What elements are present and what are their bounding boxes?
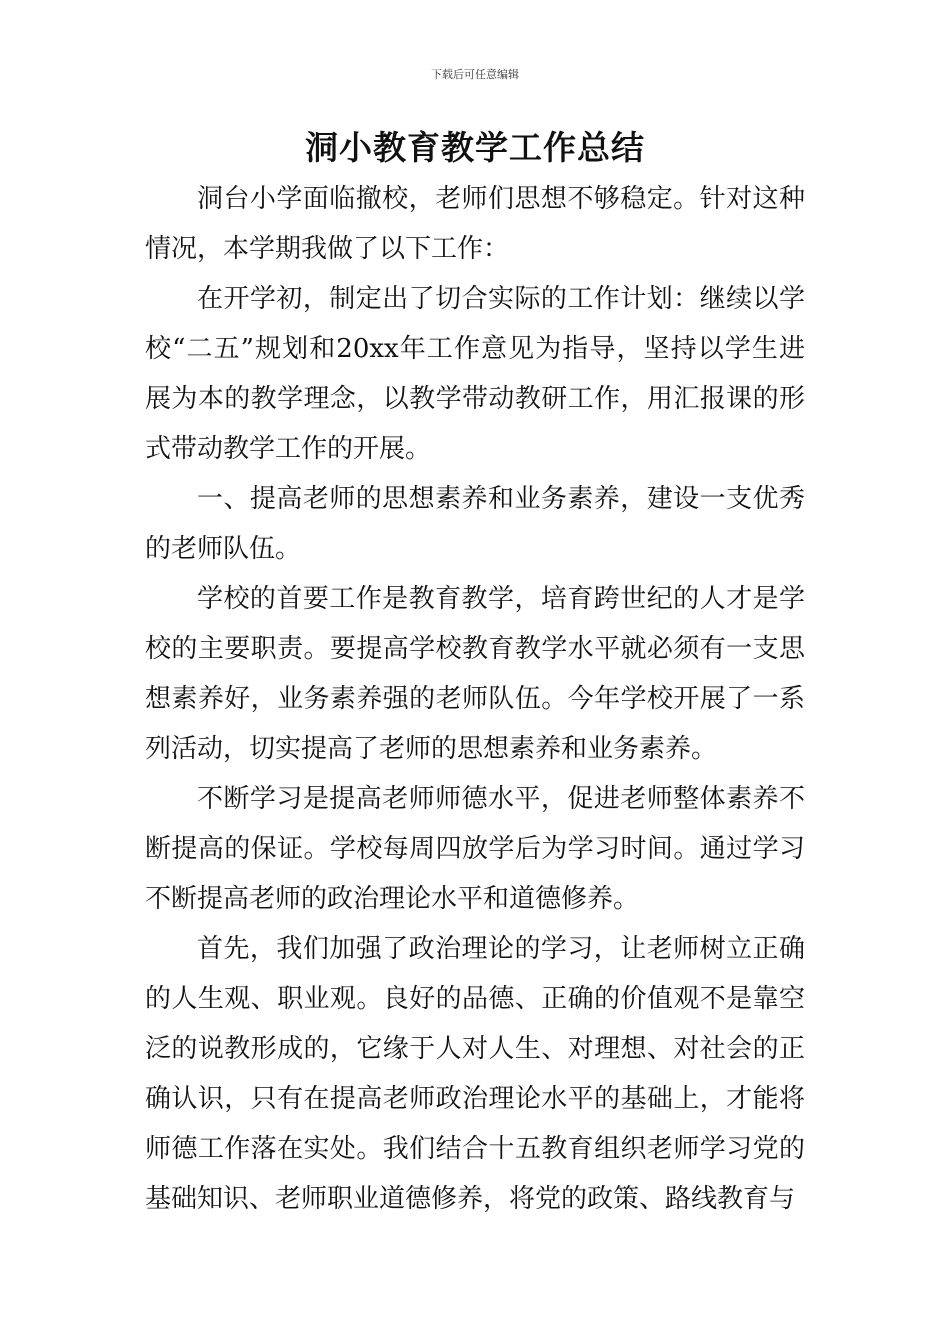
paragraph: 一、提高老师的思想素养和业务素养，建设一支优秀的老师队伍。	[145, 484, 805, 564]
paragraph: 学校的首要工作是教育教学，培育跨世纪的人才是学校的主要职责。要提高学校教育教学水平就必须有一支思想素养好，业务素养强的老师队伍。今年学校开展了一系列活动，切实提高了老师的思想素养和业务素养。	[145, 584, 805, 764]
paragraph: 首先，我们加强了政治理论的学习，让老师树立正确的人生观、职业观。良好的品德、正确的价值观不是靠空泛的说教形成的，它缘于人对人生、对理想、对社会的正确认识，只有在提高老师政治理论水平的基础上，才能将师德工作落在实处。我们结合十五教育组织老师学习党的基础知识、老师职业道德修养，将党的政策、路线教育与	[145, 934, 805, 1214]
paragraph: 在开学初，制定出了切合实际的工作计划：继续以学校“二五”规划和20xx年工作意见为指导，坚持以学生进展为本的教学理念，以教学带动教研工作，用汇报课的形式带动教学工作的开展。	[145, 284, 805, 464]
header-note: 下载后可任意编辑	[431, 68, 519, 81]
document-body	[145, 174, 805, 1224]
paragraph: 洞台小学面临撤校，老师们思想不够稳定。针对这种情况，本学期我做了以下工作：	[145, 184, 805, 264]
paragraph: 不断学习是提高老师师德水平，促进老师整体素养不断提高的保证。学校每周四放学后为学习时间。通过学习不断提高老师的政治理论水平和道德修养。	[145, 784, 805, 914]
document-title: 洞小教育教学工作总结	[305, 128, 645, 167]
